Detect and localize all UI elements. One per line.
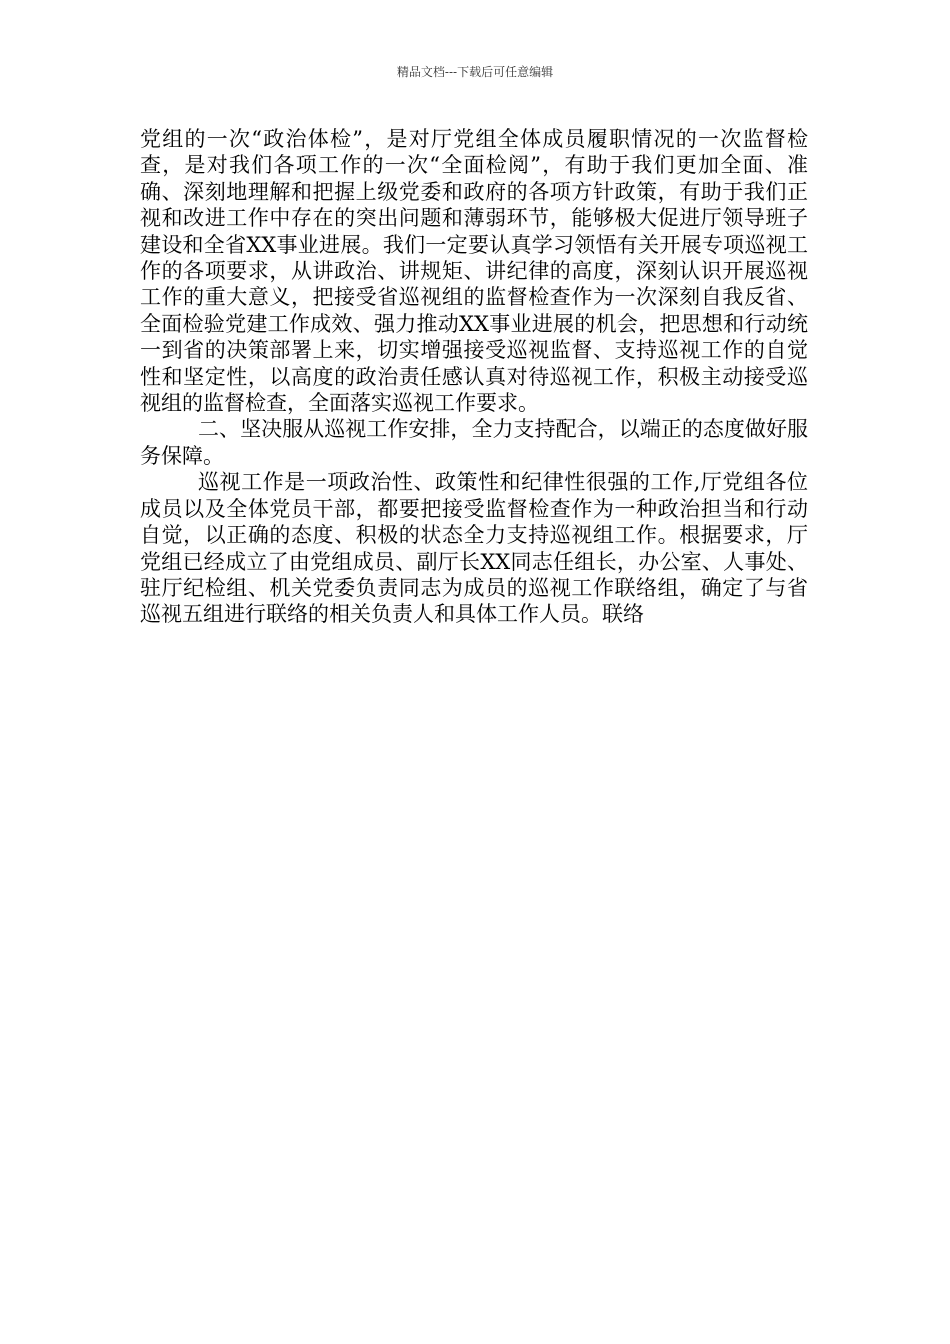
paragraph-2-section-heading: 二、坚决服从巡视工作安排，全力支持配合，以端正的态度做好服务保障。 xyxy=(140,417,808,468)
page-header: 精品文档---下载后可任意编辑 xyxy=(396,65,554,79)
document-body xyxy=(140,126,808,628)
paragraph-1: 党组的一次“政治体检”，是对厅党组全体成员履职情况的一次监督检查，是对我们各项工作的一次“全面检阅”，有助于我们更加全面、准确、深刻地理解和把握上级党委和政府的各项方针政策，有助于我们正视和改进工作中存在的突出问题和薄弱环节，能够极大促进厅领导班子建设和全省XX事业进展。我们一定要认真学习领悟有关开展专项巡视工作的各项要求，从讲政治、讲规矩、讲纪律的高度，深刻认识开展巡视工作的重大意义，把接受省巡视组的监督检查作为一次深刻自我反省、全面检验党建工作成效、强力推动XX事业进展的机会，把思想和行动统一到省的决策部署上来，切实增强接受巡视监督、支持巡视工作的自觉性和坚定性，以高度的政治责任感认真对待巡视工作，积极主动接受巡视组的监督检查，全面落实巡视工作要求。 xyxy=(140,127,808,416)
paragraph-3: 巡视工作是一项政治性、政策性和纪律性很强的工作,厅党组各位成员以及全体党员干部，都要把接受监督检查作为一种政治担当和行动自觉，以正确的态度、积极的状态全力支持巡视组工作。根据要求，厅党组已经成立了由党组成员、副厅长XX同志任组长，办公室、人事处、驻厅纪检组、机关党委负责同志为成员的巡视工作联络组，确定了与省巡视五组进行联络的相关负责人和具体工作人员。联络 xyxy=(140,470,808,627)
